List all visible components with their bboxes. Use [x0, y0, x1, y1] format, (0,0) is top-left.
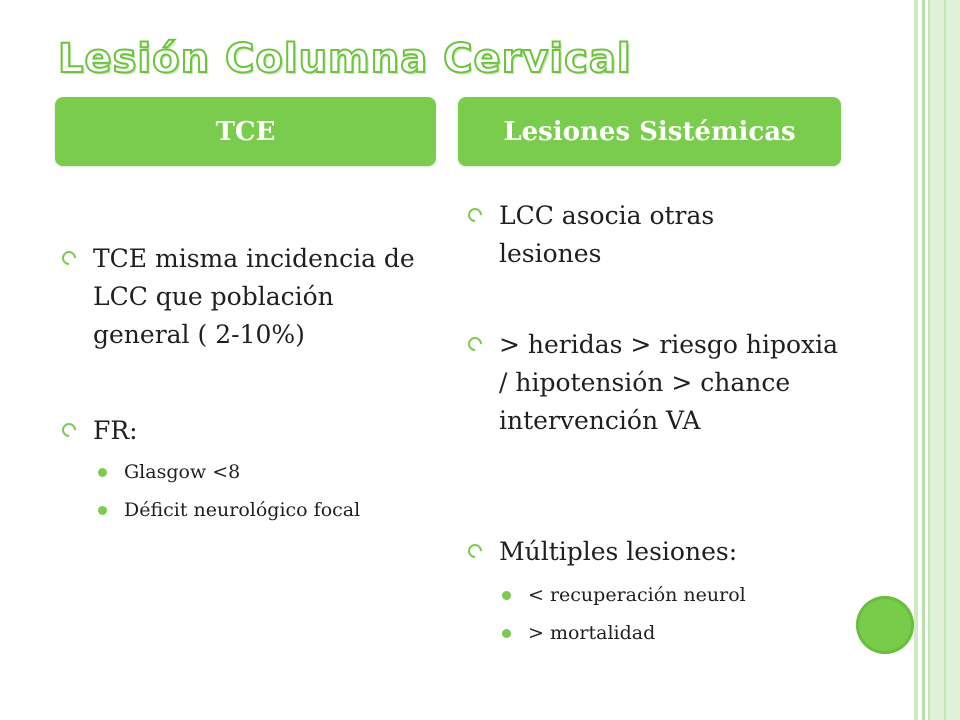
sub-bullet-item [98, 458, 418, 486]
bullet-dot-icon [502, 591, 511, 600]
bullet-item [62, 412, 432, 450]
bullet-icon [465, 541, 485, 561]
decorative-circle [856, 596, 914, 654]
sub-bullet-text: < recuperación neurol [528, 584, 746, 606]
bullet-text: LCC asocia otras lesiones [499, 201, 715, 268]
bullet-item [468, 197, 808, 273]
bullet-text: TCE misma incidencia de LCC que población general ( 2-10%) [93, 244, 415, 349]
bullet-icon [59, 420, 79, 440]
bullet-item [62, 240, 432, 354]
column-header-tce: TCE [55, 97, 436, 166]
bullet-dot-icon [98, 468, 107, 477]
bullet-text: > heridas > riesgo hipoxia / hipotensión > chance intervención VA [499, 330, 839, 435]
bullet-text: Múltiples lesiones: [499, 537, 738, 566]
sub-bullet-text: > mortalidad [528, 622, 656, 644]
sub-bullet-item [502, 619, 842, 647]
decorative-stripes [914, 0, 960, 720]
column-header-lesiones-sistemicas: Lesiones Sistémicas [458, 97, 841, 166]
bullet-text: FR: [93, 416, 138, 445]
bullet-icon [465, 205, 485, 225]
bullet-item [468, 326, 843, 440]
bullet-dot-icon [98, 506, 107, 515]
sub-bullet-item [98, 496, 378, 524]
bullet-icon [59, 248, 79, 268]
bullet-item [468, 533, 843, 571]
bullet-icon [465, 334, 485, 354]
sub-bullet-item [502, 581, 842, 609]
slide-title: Lesión Columna Cervical [58, 36, 632, 82]
sub-bullet-text: Glasgow <8 [124, 461, 241, 483]
bullet-dot-icon [502, 629, 511, 638]
sub-bullet-text: Déficit neurológico focal [124, 499, 361, 521]
